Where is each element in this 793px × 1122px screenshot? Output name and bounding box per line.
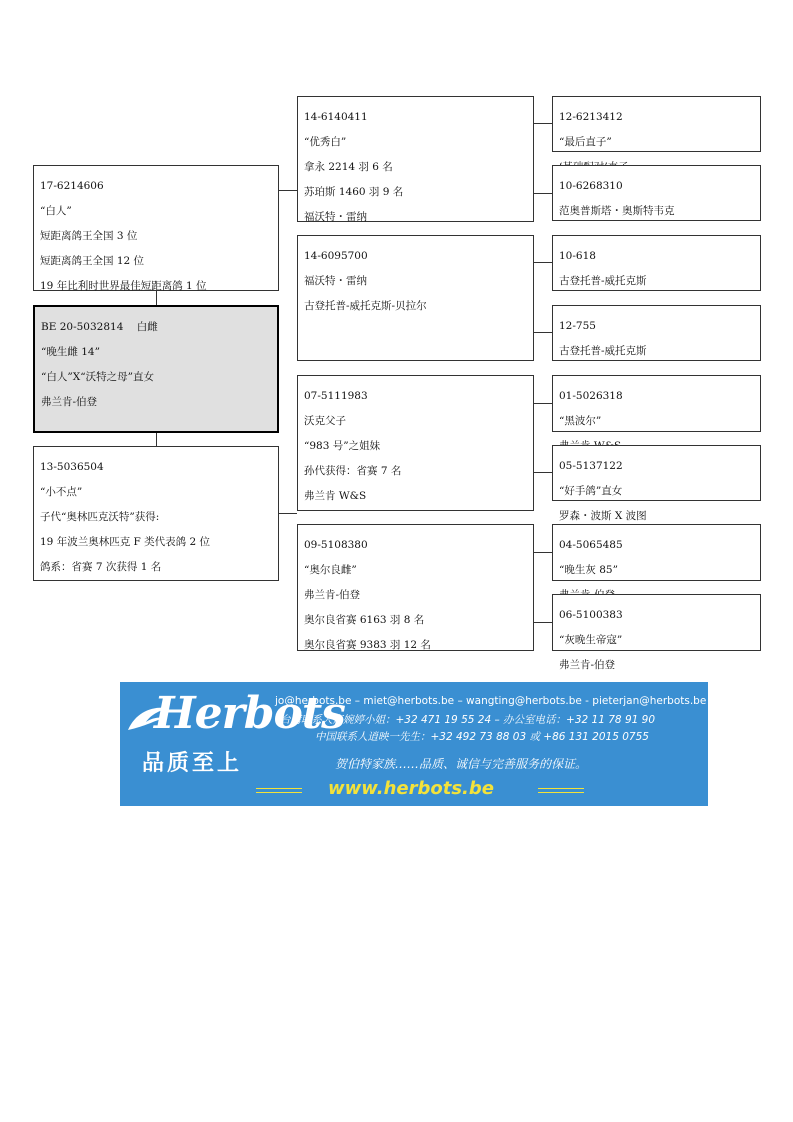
decorative-rule [538, 788, 584, 793]
dam-sire-line: 沃克父子 [304, 414, 346, 427]
slogan: 品质至上 [142, 751, 243, 776]
sire-box [33, 165, 279, 291]
dam-sire-line: 弗兰肯 W&S [304, 490, 367, 503]
subject-line: “白人”X“沃特之母”直女 [41, 370, 154, 383]
dam-dam-line: 奥尔良省赛 6163 羽 8 名 [304, 614, 425, 627]
g3-line: 罗森・波斯 X 波图 [559, 509, 647, 522]
g3-line: “最后直子” [559, 135, 612, 148]
sire-line: 19 年比利时世界最佳短距离鸽 1 位 [40, 280, 207, 293]
contact-emails[interactable]: jo@herbots.be – miet@herbots.be – wangting@herbots.be - pieterjan@herbots.be [275, 695, 707, 707]
g3-ring: 12-755 [559, 319, 596, 332]
sire-sire-line: 苏珀斯 1460 羽 9 名 [304, 186, 404, 199]
g3-ring: 10-6268310 [559, 179, 623, 192]
sire-dam-line: 古登托普-威托克斯-贝拉尔 [304, 299, 427, 312]
dam-dam-ring: 09-5108380 [304, 538, 368, 551]
connector [278, 190, 297, 191]
taiwan-contact: 台湾联系人卢婉婷小姐：+32 471 19 55 24 – 办公室电话：+32 11 78 91 90 [280, 714, 656, 726]
dam-sire-box [297, 375, 534, 511]
g3-box [552, 305, 761, 361]
g3-line: 弗兰肯-伯登 [559, 658, 616, 671]
subject-line: “晚生雌 14” [41, 345, 100, 358]
g3-ring: 01-5026318 [559, 389, 623, 402]
herbots-logo: Herbots [154, 688, 345, 739]
dam-sire-ring: 07-5111983 [304, 389, 368, 402]
decorative-rule [256, 788, 302, 793]
g3-line: “晚生灰 85” [559, 563, 618, 576]
sire-sire-ring: 14-6140411 [304, 110, 368, 123]
g3-box [552, 165, 761, 221]
dam-dam-line: 奥尔良省赛 9383 羽 12 名 [304, 639, 431, 652]
dam-sire-line: 孙代获得：省赛 7 名 [304, 465, 402, 478]
dam-line: 19 年波兰奥林匹克 F 类代表鸽 2 位 [40, 536, 211, 549]
g3-line: 古登托普-威托克斯 [559, 274, 647, 287]
g3-box [552, 375, 761, 432]
dam-line: 鸽系：省赛 7 次获得 1 名 [40, 561, 162, 574]
herbots-banner [120, 682, 708, 806]
sire-ring: 17-6214606 [40, 179, 104, 192]
sire-line: “白人” [40, 204, 72, 217]
connector [533, 472, 552, 473]
website-link[interactable]: www.herbots.be [328, 778, 494, 799]
dam-sire-line: “983 号”之姐妹 [304, 439, 381, 452]
connector [533, 262, 552, 263]
connector [533, 332, 552, 333]
connector [533, 403, 552, 404]
g3-box [552, 524, 761, 581]
g3-box [552, 594, 761, 671]
sire-sire-box [297, 96, 534, 222]
g3-ring: 06-5100383 [559, 608, 623, 621]
g3-box [552, 235, 761, 291]
sire-dam-line: 福沃特・雷纳 [304, 274, 367, 287]
subject-box [33, 305, 279, 433]
dam-line: 子代“奥林匹克沃特”获得: [40, 510, 160, 523]
g3-line: “好手鸽”直女 [559, 484, 623, 497]
china-contact: 中国联系人逍映一先生：+32 492 73 88 03 或 +86 131 2015 0755 [315, 731, 649, 743]
dam-ring: 13-5036504 [40, 460, 104, 473]
g3-line: “灰晚生帝寇” [559, 633, 623, 646]
sire-sire-line: “优秀白” [304, 135, 347, 148]
sire-dam-box [297, 235, 534, 361]
connector [533, 123, 552, 124]
subject-ring: BE 20-5032814 [41, 320, 124, 333]
connector [533, 193, 552, 194]
sire-line: 短距离鸽王全国 12 位 [40, 255, 145, 268]
dam-box [33, 446, 279, 581]
sire-sire-line: 拿永 2214 羽 6 名 [304, 160, 393, 173]
dam-dam-line: “奥尔良雌” [304, 563, 357, 576]
g3-ring: 04-5065485 [559, 538, 623, 551]
g3-ring: 10-618 [559, 249, 596, 262]
dam-dam-line: 弗兰肯-伯登 [304, 588, 361, 601]
g3-line: 范奥普斯塔・奥斯特韦克 [559, 204, 675, 217]
subject-sex: 白雌 [136, 320, 158, 333]
dam-line: “小不点” [40, 485, 83, 498]
g3-box [552, 96, 761, 152]
g3-ring: 12-6213412 [559, 110, 623, 123]
connector [533, 622, 552, 623]
g3-box [552, 445, 761, 522]
sire-line: 短距离鸽王全国 3 位 [40, 229, 138, 242]
g3-ring: 05-5137122 [559, 459, 623, 472]
connector [533, 552, 552, 553]
sire-dam-ring: 14-6095700 [304, 249, 368, 262]
connector [278, 513, 297, 514]
tagline: 贺伯特家族……品质、诚信与完善服务的保证。 [335, 757, 588, 771]
g3-line: 古登托普-威托克斯 [559, 344, 647, 357]
subject-line: 弗兰肯-伯登 [41, 396, 98, 409]
dam-dam-box [297, 524, 534, 651]
g3-line: “黑波尔” [559, 414, 602, 427]
sire-sire-line: 福沃特・雷纳 [304, 211, 367, 224]
connector [156, 432, 157, 446]
